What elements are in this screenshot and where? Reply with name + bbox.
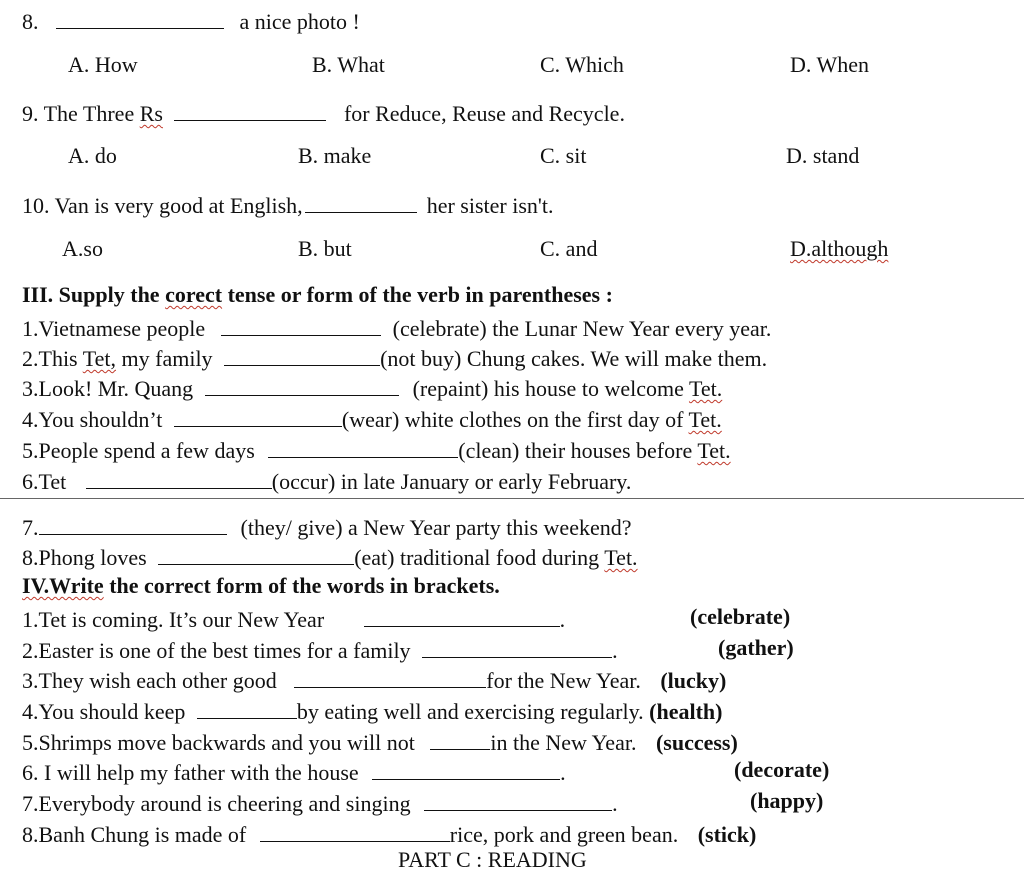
- sec3-item-7: [22, 514, 631, 539]
- sec3-item-8-blank[interactable]: [158, 544, 354, 565]
- q9-option-b[interactable]: B. make: [298, 143, 372, 168]
- q9-stem: [22, 100, 625, 125]
- sec3-item-3-tet: Tet.: [688, 375, 723, 401]
- sec4-item-4: [22, 698, 723, 723]
- sec3-item-4: [22, 406, 722, 431]
- sec3-item-2-text-b: my family: [121, 345, 213, 371]
- sec3-item-3: [22, 375, 722, 400]
- sec4-item-1-period: .: [559, 606, 566, 632]
- q9-text-pre: 9. The Three: [22, 100, 135, 126]
- q10-stem: [22, 192, 553, 217]
- sec4-item-7-blank[interactable]: [424, 790, 612, 811]
- q8-blank[interactable]: [56, 8, 224, 29]
- q9-option-c[interactable]: C. sit: [540, 143, 587, 168]
- sec4-item-3-blank[interactable]: [294, 667, 486, 688]
- sec3-item-2-text: 2.This: [22, 345, 78, 371]
- sec4-item-5-cue: (success): [655, 729, 738, 755]
- q9-blank[interactable]: [174, 100, 326, 121]
- sec4-item-7: [22, 790, 618, 815]
- sec3-item-8-rest: (eat) traditional food during: [354, 544, 600, 570]
- q8-text: a nice photo !: [239, 8, 360, 34]
- sec4-item-5-blank[interactable]: [430, 729, 490, 750]
- sec3-item-2-rest: (not buy) Chung cakes. We will make them.: [380, 345, 768, 371]
- sec3-item-1-rest: (celebrate) the Lunar New Year every year.: [392, 315, 772, 341]
- sec3-item-1-blank[interactable]: [221, 315, 381, 336]
- sec4-item-7-cue: (happy): [750, 788, 824, 813]
- page-divider: [0, 498, 1024, 499]
- sec4-item-5: [22, 729, 738, 754]
- sec4-item-8-cue: (stick): [697, 821, 757, 847]
- sec3-item-8-text: 8.Phong loves: [22, 544, 147, 570]
- q10-blank[interactable]: [305, 192, 417, 213]
- sec3-item-4-tet: Tet.: [688, 406, 722, 432]
- sec4-item-1: [22, 606, 565, 631]
- sec3-item-3-rest: (repaint) his house to welcome: [412, 375, 684, 401]
- q8-option-d[interactable]: D. When: [790, 52, 870, 77]
- section-4-heading-pre: IV.Write: [22, 573, 104, 598]
- sec4-item-3-text: 3.They wish each other good: [22, 667, 277, 693]
- sec3-item-8-tet: Tet.: [604, 544, 638, 570]
- q10-option-b[interactable]: B. but: [298, 236, 352, 261]
- q8-option-a[interactable]: A. How: [68, 52, 138, 77]
- sec4-item-1-cue: (celebrate): [690, 604, 791, 629]
- sec4-item-5-rest: in the New Year.: [490, 729, 637, 755]
- sec4-item-2-period: .: [612, 637, 618, 663]
- sec4-item-2: [22, 637, 618, 662]
- q10-option-d[interactable]: D.although: [790, 236, 889, 261]
- q10-text-pre: 10. Van is very good at English,: [22, 192, 303, 218]
- sec4-item-7-text: 7.Everybody around is cheering and singing: [22, 790, 411, 816]
- sec4-item-1-text: 1.Tet is coming. It’s our New Year: [22, 606, 325, 632]
- sec3-item-5: [22, 437, 731, 462]
- sec4-item-4-blank[interactable]: [197, 698, 297, 719]
- q9-text-post: for Reduce, Reuse and Recycle.: [343, 100, 625, 126]
- sec4-item-3: [22, 667, 726, 692]
- sec3-item-7-text: 7.: [22, 514, 39, 540]
- q9-option-d[interactable]: D. stand: [786, 143, 860, 168]
- sec4-item-2-blank[interactable]: [422, 637, 612, 658]
- sec3-item-7-blank[interactable]: [39, 514, 227, 535]
- sec4-item-8-rest: rice, pork and green bean.: [449, 821, 679, 847]
- sec4-item-3-cue: (lucky): [660, 667, 727, 693]
- sec3-item-1-text: 1.Vietnamese people: [22, 315, 206, 341]
- sec4-item-4-text: 4.You should keep: [22, 698, 186, 724]
- sec4-item-3-rest: for the New Year.: [486, 667, 641, 693]
- sec3-item-2: [22, 345, 767, 370]
- sec3-item-5-rest: (clean) their houses before: [458, 437, 693, 463]
- sec3-item-8: [22, 544, 638, 569]
- sec4-item-6-cue: (decorate): [734, 757, 830, 782]
- sec4-item-4-rest: by eating well and exercising regularly.: [296, 698, 644, 724]
- q8-option-b[interactable]: B. What: [312, 52, 385, 77]
- sec3-item-6-text: 6.Tet: [22, 468, 67, 494]
- section-4-heading: [22, 575, 500, 597]
- sec3-item-6: [22, 468, 631, 493]
- sec3-item-5-text: 5.People spend a few days: [22, 437, 255, 463]
- sec4-item-1-blank[interactable]: [364, 606, 560, 627]
- sec4-item-4-cue: (health): [649, 698, 723, 724]
- sec3-item-2-tet: Tet,: [82, 345, 117, 371]
- sec4-item-6-text: 6. I will help my father with the house: [22, 759, 359, 785]
- sec4-item-7-period: .: [612, 790, 618, 816]
- section-3-heading: [22, 284, 613, 306]
- sec4-item-5-text: 5.Shrimps move backwards and you will not: [22, 729, 415, 755]
- q9-option-a[interactable]: A. do: [68, 143, 117, 168]
- section-3-heading-typo: corect: [165, 282, 223, 307]
- sec4-item-8-blank[interactable]: [260, 821, 450, 842]
- sec4-item-2-text: 2.Easter is one of the best times for a family: [22, 637, 411, 663]
- section-3-heading-pre: III. Supply the: [22, 282, 160, 307]
- sec4-item-6-blank[interactable]: [372, 759, 560, 780]
- sec3-item-1: [22, 315, 771, 340]
- sec3-item-4-rest: (wear) white clothes on the first day of: [341, 406, 684, 432]
- sec3-item-4-text: 4.You shouldn’t: [22, 406, 163, 432]
- q10-option-c[interactable]: C. and: [540, 236, 598, 261]
- sec4-item-6: [22, 759, 566, 784]
- q9-rs: Rs: [139, 100, 163, 126]
- q8-number: 8.: [22, 8, 39, 34]
- sec3-item-2-blank[interactable]: [224, 345, 380, 366]
- sec4-item-8-text: 8.Banh Chung is made of: [22, 821, 247, 847]
- q10-option-a[interactable]: A.so: [62, 236, 103, 261]
- part-c-heading: PART C : READING: [398, 847, 587, 872]
- sec3-item-6-rest: (occur) in late January or early February.: [271, 468, 632, 494]
- q8-option-c[interactable]: C. Which: [540, 52, 624, 77]
- section-3-heading-post: tense or form of the verb in parentheses :: [227, 282, 613, 307]
- sec3-item-5-tet: Tet.: [697, 437, 731, 463]
- sec3-item-3-text: 3.Look! Mr. Quang: [22, 375, 194, 401]
- q10-text-post: her sister isn't.: [426, 192, 554, 218]
- sec3-item-5-blank[interactable]: [268, 437, 458, 458]
- sec4-item-8: [22, 821, 756, 846]
- sec4-item-6-period: .: [560, 759, 566, 785]
- section-4-heading-post: the correct form of the words in brackets.: [109, 573, 500, 598]
- sec3-item-7-rest: (they/ give) a New Year party this weekend?: [240, 514, 632, 540]
- sec3-item-3-blank[interactable]: [205, 375, 399, 396]
- sec3-item-4-blank[interactable]: [174, 406, 342, 427]
- q8-stem: [22, 8, 360, 33]
- sec3-item-6-blank[interactable]: [86, 468, 272, 489]
- sec4-item-2-cue: (gather): [718, 635, 794, 660]
